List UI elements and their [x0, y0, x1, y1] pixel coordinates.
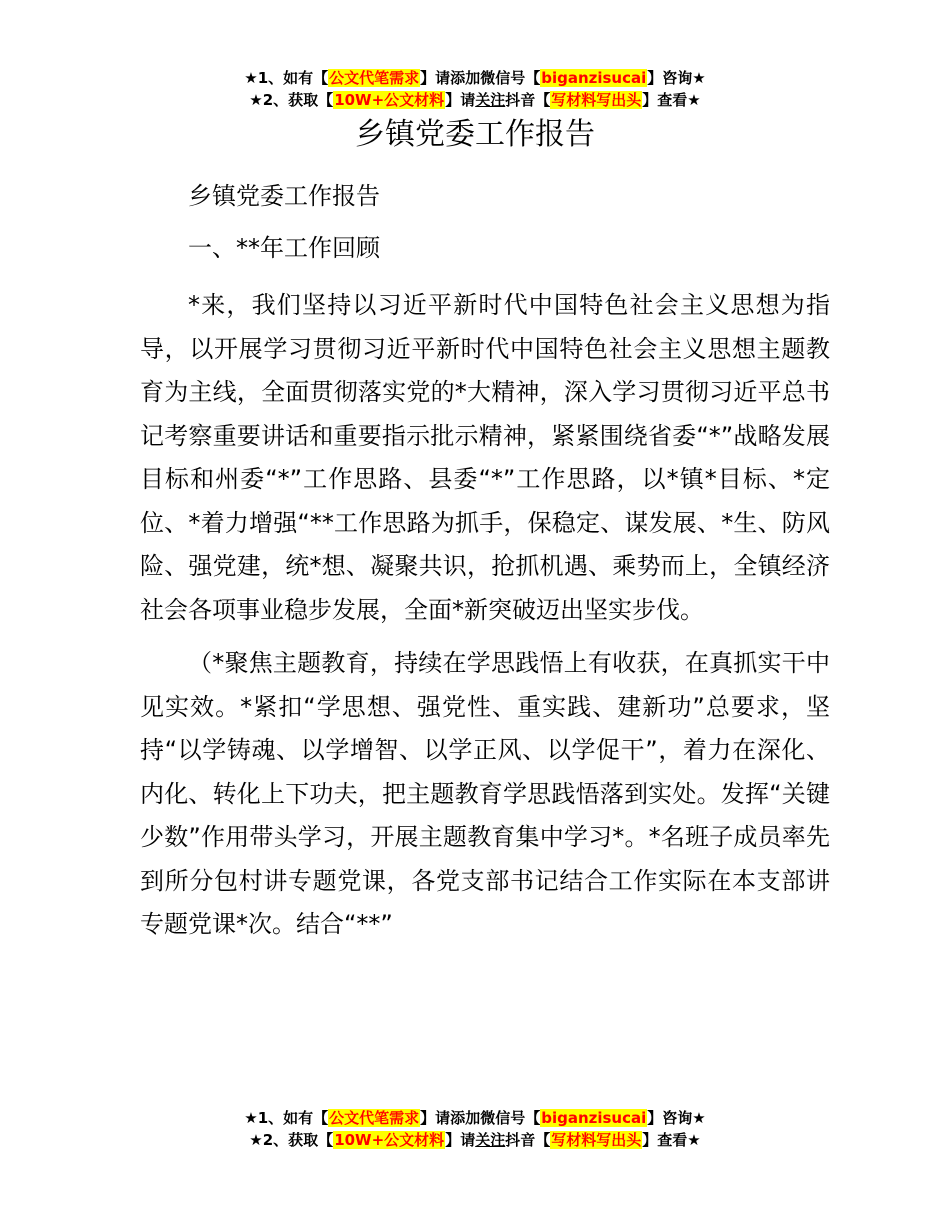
banner-text: ★1、如有【: [244, 1109, 329, 1127]
banner-highlight: biganzisucai: [541, 1109, 647, 1127]
document-body: [140, 170, 830, 947]
banner-text: 】查看★: [642, 1131, 701, 1149]
banner-text: 】查看★: [642, 91, 701, 109]
banner-text: 】请: [445, 91, 476, 109]
banner-highlight: 公文代笔需求: [329, 1109, 420, 1127]
document-title: 乡镇党委工作报告: [355, 117, 595, 152]
banner-text: 】咨询★: [647, 69, 706, 87]
banner-text: 微信号【: [480, 1109, 541, 1127]
banner-highlight: 写材料写出头: [551, 91, 642, 109]
banner-line-1: [0, 1107, 950, 1129]
banner-highlight: biganzisucai: [541, 69, 647, 87]
top-banner: [0, 67, 950, 111]
banner-text: 微信号【: [480, 69, 541, 87]
bottom-banner: [0, 1107, 950, 1151]
banner-highlight: 公文代笔需求: [329, 69, 420, 87]
banner-text: 加: [465, 69, 481, 87]
section-heading: 一、**年工作回顾: [188, 234, 380, 262]
paragraph: （*聚焦主题教育，持续在学思践悟上有收获，在真抓实干中见实效。*紧扣“学思想、强党性、重实践、建新功”总要求，坚持“以学铸魂、以学增智、以学正风、以学促干”，着力在深化、内化、转化上下功夫，把主题教育学思践悟落到实处。发挥“关键少数”作用带头学习，开展主题教育集中学习*。*名班子成员率先到所分包村讲专题党课，各党支部书记结合工作实际在本支部讲专题党课*次。结合“**”: [140, 649, 830, 938]
banner-text: 关注: [475, 91, 506, 109]
banner-text: ★2、获取【: [249, 1131, 334, 1149]
banner-line-2: [0, 89, 950, 111]
banner-text: ★1、如有【: [244, 69, 329, 87]
banner-text: 加: [465, 1109, 481, 1127]
banner-line-2: [0, 1129, 950, 1151]
banner-text: 】请添: [420, 69, 466, 87]
banner-highlight: 写材料写出头: [551, 1131, 642, 1149]
banner-text: 关注: [475, 1131, 506, 1149]
banner-text: 】咨询★: [647, 1109, 706, 1127]
document-subtitle: 乡镇党委工作报告: [188, 182, 380, 210]
banner-highlight: 10W+公文材料: [334, 91, 445, 109]
banner-highlight: 10W+公文材料: [334, 1131, 445, 1149]
banner-line-1: [0, 67, 950, 89]
banner-text: 】请添: [420, 1109, 466, 1127]
banner-text: ★2、获取【: [249, 91, 334, 109]
banner-text: 抖音【: [505, 1131, 551, 1149]
banner-text: 抖音【: [505, 91, 551, 109]
paragraph: *来，我们坚持以习近平新时代中国特色社会主义思想为指导，以开展学习贯彻习近平新时代中国特色社会主义思想主题教育为主线，全面贯彻落实党的*大精神，深入学习贯彻习近平总书记考察重要讲话和重要指示批示精神，紧紧围绕省委“*”战略发展目标和州委“*”工作思路、县委“*”工作思路，以*镇*目标、*定位、*着力增强“**工作思路为抓手，保稳定、谋发展、*生、防风险、强党建，统*想、凝聚共识，抢抓机遇、乘势而上，全镇经济社会各项事业稳步发展，全面*新突破迈出坚实步伐。: [140, 291, 830, 624]
banner-text: 】请: [445, 1131, 476, 1149]
